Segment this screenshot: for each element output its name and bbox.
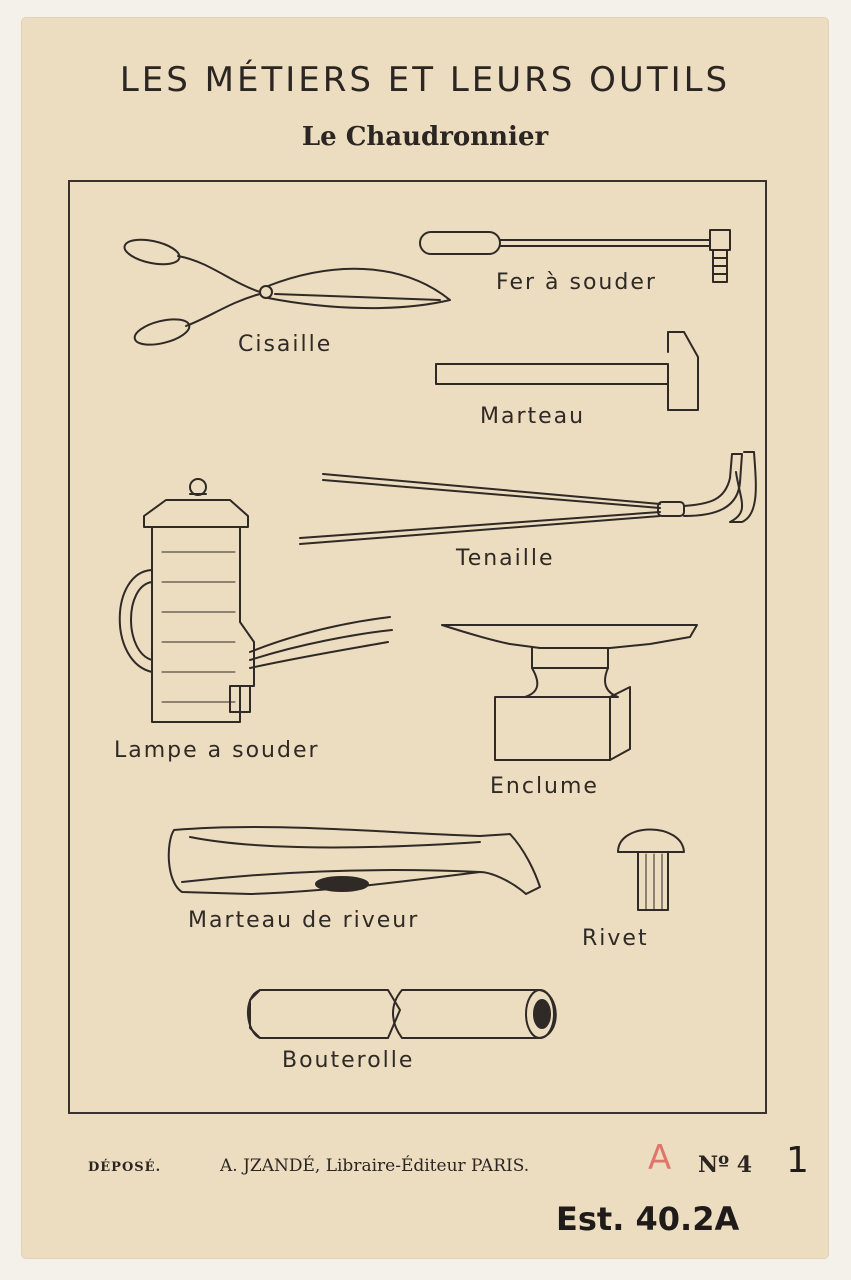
label-tenaille: Tenaille	[456, 546, 555, 571]
illustration-frame	[68, 180, 767, 1114]
label-bouterolle: Bouterolle	[282, 1048, 415, 1073]
label-fer-a-souder: Fer à souder	[496, 270, 657, 295]
label-cisaille: Cisaille	[238, 332, 333, 357]
footer-publisher: A. JZANDÉ, Libraire-Éditeur PARIS.	[220, 1156, 530, 1176]
rivet-drawing	[618, 830, 684, 911]
footer-imprint	[88, 1156, 530, 1176]
tenaille-drawing	[300, 452, 756, 544]
label-rivet: Rivet	[582, 926, 649, 951]
bouterolle-drawing	[248, 990, 556, 1038]
marteau-drawing	[436, 332, 698, 410]
lampe-a-souder-drawing	[120, 479, 392, 722]
marteau-de-riveur-drawing	[169, 827, 540, 894]
label-marteau: Marteau	[480, 404, 586, 429]
card-title: LES MÉTIERS ET LEURS OUTILS	[119, 60, 731, 100]
enclume-drawing	[442, 625, 697, 760]
inventory-mark: Est. 40.2A	[556, 1200, 740, 1238]
tools-illustration	[70, 182, 765, 1112]
label-marteau-de-riveur: Marteau de riveur	[188, 908, 420, 933]
card-number: Nº 4	[698, 1152, 753, 1178]
label-lampe-a-souder: Lampe a souder	[114, 738, 320, 763]
stamp-letter: A	[648, 1138, 672, 1178]
label-enclume: Enclume	[490, 774, 599, 799]
card-number-handwritten: 1	[786, 1140, 809, 1181]
card-subtitle: Le Chaudronnier	[301, 122, 549, 152]
footer-depose: DÉPOSÉ.	[88, 1160, 162, 1175]
